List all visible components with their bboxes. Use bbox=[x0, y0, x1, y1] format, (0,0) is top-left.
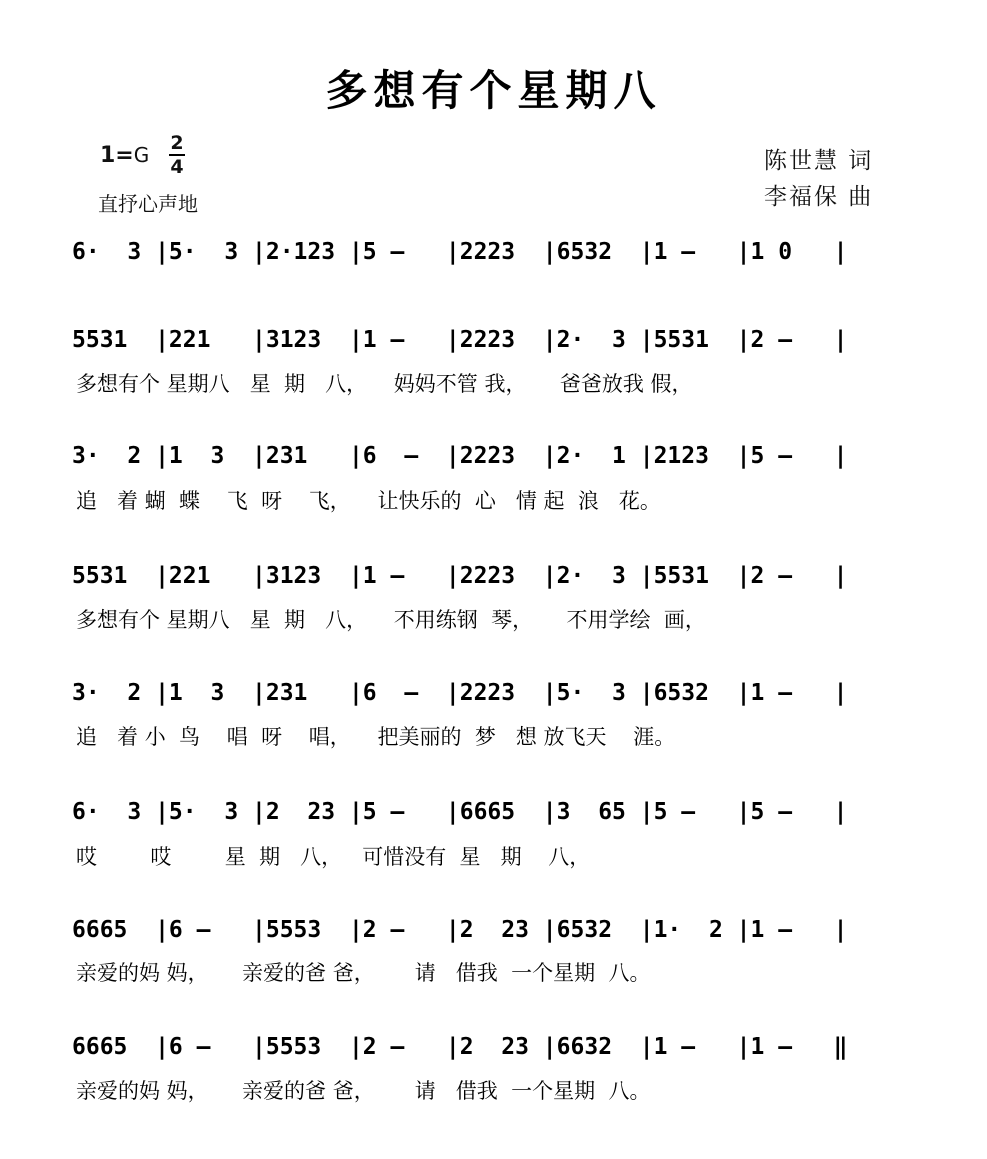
notation-row-4: 5531 |221 |3123 |1 – |2223 |2· 3 |5531 |2 – | bbox=[72, 563, 848, 589]
notation-row-3: 3· 2 |1 3 |231 |6 – |2223 |2· 1 |2123 |5 – | bbox=[72, 443, 848, 469]
composer-credit: 李福保 曲 bbox=[764, 184, 874, 210]
notation-row-7: 6665 |6 – |5553 |2 – |2 23 |6532 |1· 2 |1 – | bbox=[72, 917, 848, 943]
lyrics-row-3: 追 着 蝴 蝶 飞 呀 飞， 让快乐的 心 情 起 浪 花。 bbox=[76, 489, 661, 513]
lyrics-row-6: 哎 哎 星 期 八， 可惜没有 星 期 八， bbox=[76, 845, 591, 869]
key-label: 1= bbox=[100, 143, 134, 168]
lyrics-row-5: 追 着 小 鸟 唱 呀 唱， 把美丽的 梦 想 放飞天 涯。 bbox=[76, 725, 676, 749]
lyricist-credit: 陈世慧 词 bbox=[764, 148, 874, 174]
tempo-marking: 直抒心声地 bbox=[98, 192, 198, 216]
time-signature bbox=[168, 132, 186, 178]
song-title: 多想有个星期八 bbox=[325, 66, 662, 115]
lyrics-row-7: 亲爱的妈 妈， 亲爱的爸 爸， 请 借我 一个星期 八。 bbox=[76, 961, 651, 985]
time-signature-bottom: 4 bbox=[170, 156, 184, 178]
lyrics-row-2: 多想有个 星期八 星 期 八， 妈妈不管 我， 爸爸放我 假， bbox=[76, 372, 693, 396]
key-signature bbox=[100, 143, 149, 168]
notation-row-1: 6· 3 |5· 3 |2·123 |5 – |2223 |6532 |1 – |1 0 | bbox=[72, 239, 848, 265]
key-note: G bbox=[133, 143, 150, 167]
notation-row-2: 5531 |221 |3123 |1 – |2223 |2· 3 |5531 |2 – | bbox=[72, 327, 848, 353]
notation-row-5: 3· 2 |1 3 |231 |6 – |2223 |5· 3 |6532 |1 – | bbox=[72, 680, 848, 706]
lyrics-row-8: 亲爱的妈 妈， 亲爱的爸 爸， 请 借我 一个星期 八。 bbox=[76, 1079, 651, 1103]
notation-row-6: 6· 3 |5· 3 |2 23 |5 – |6665 |3 65 |5 – |5 – | bbox=[72, 799, 848, 825]
lyrics-row-4: 多想有个 星期八 星 期 八， 不用练钢 琴， 不用学绘 画， bbox=[76, 608, 706, 632]
notation-row-8: 6665 |6 – |5553 |2 – |2 23 |6632 |1 – |1 – ‖ bbox=[72, 1034, 848, 1060]
time-signature-top: 2 bbox=[170, 132, 184, 154]
